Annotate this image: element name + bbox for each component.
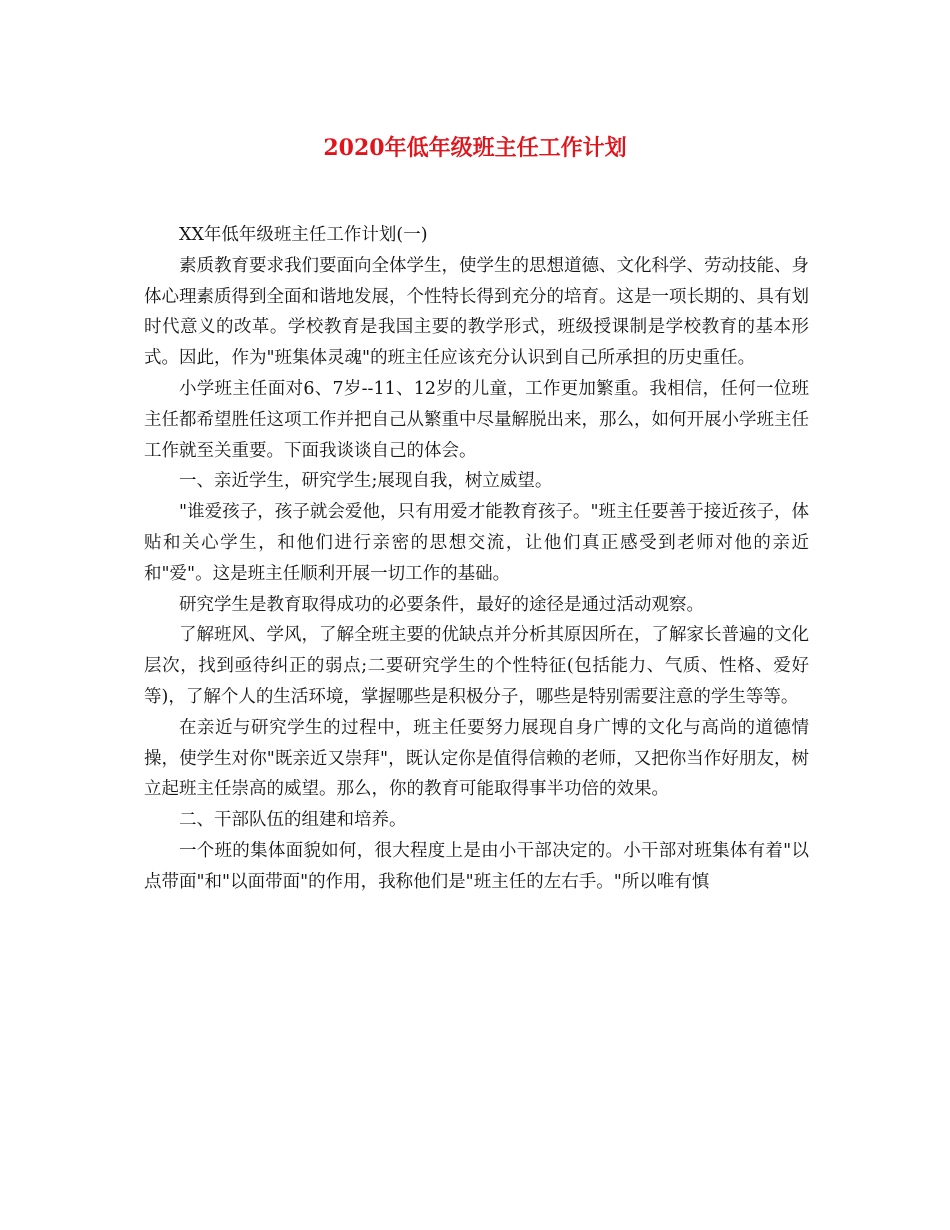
paragraph: 研究学生是教育取得成功的必要条件，最好的途径是通过活动观察。	[179, 594, 704, 615]
section-heading: 二、干部队伍的组建和培养。	[179, 810, 407, 831]
paragraph: "谁爱孩子，孩子就会爱他，只有用爱才能教育孩子。"班主任要善于接近孩子，体贴和关心学生，和他们进行亲密的思想交流，让他们真正感受到老师对他的亲近和"爱"。这是班主任顺利开展一切工作的基础。	[144, 502, 809, 584]
paragraph: 在亲近与研究学生的过程中，班主任要努力展现自身广博的文化与高尚的道德情操，使学生对你"既亲近又崇拜"，既认定你是值得信赖的老师，又把你当作好朋友，树立起班主任崇高的威望。那么，你的教育可能取得事半功倍的效果。	[144, 717, 809, 800]
paragraph: 小学班主任面对6、7岁--11、12岁的儿童，工作更加繁重。我相信，任何一位班主任都希望胜任这项工作并把自己从繁重中尽量解脱出来，那么，如何开展小学班主任工作就至关重要。下面我谈谈自己的体会。	[144, 378, 809, 461]
paragraph: 一个班的集体面貌如何，很大程度上是由小干部决定的。小干部对班集体有着"以点带面"和"以面带面"的作用，我称他们是"班主任的左右手。"所以唯有慎	[144, 840, 809, 892]
paragraph: 素质教育要求我们要面向全体学生，使学生的思想道德、文化科学、劳动技能、身体心理素质得到全面和谐地发展，个性特长得到充分的培育。这是一项长期的、具有划时代意义的改革。学校教育是我国主要的教学形式，班级授课制是学校教育的基本形式。因此，作为"班集体灵魂"的班主任应该充分认识到自己所承担的历史重任。	[144, 255, 809, 369]
subtitle-line: XX年低年级班主任工作计划(一)	[179, 225, 428, 245]
page-title: 2020年低年级班主任工作计划	[323, 135, 627, 161]
section-heading: 一、亲近学生，研究学生;展现自我，树立威望。	[179, 471, 553, 492]
paragraph: 了解班风、学风，了解全班主要的优缺点并分析其原因所在，了解家长普遍的文化层次，找到亟待纠正的弱点;二要研究学生的个性特征(包括能力、气质、性格、爱好等)，了解个人的生活环境，掌握哪些是积极分子，哪些是特别需要注意的学生等等。	[144, 625, 809, 707]
document-body	[144, 220, 809, 898]
